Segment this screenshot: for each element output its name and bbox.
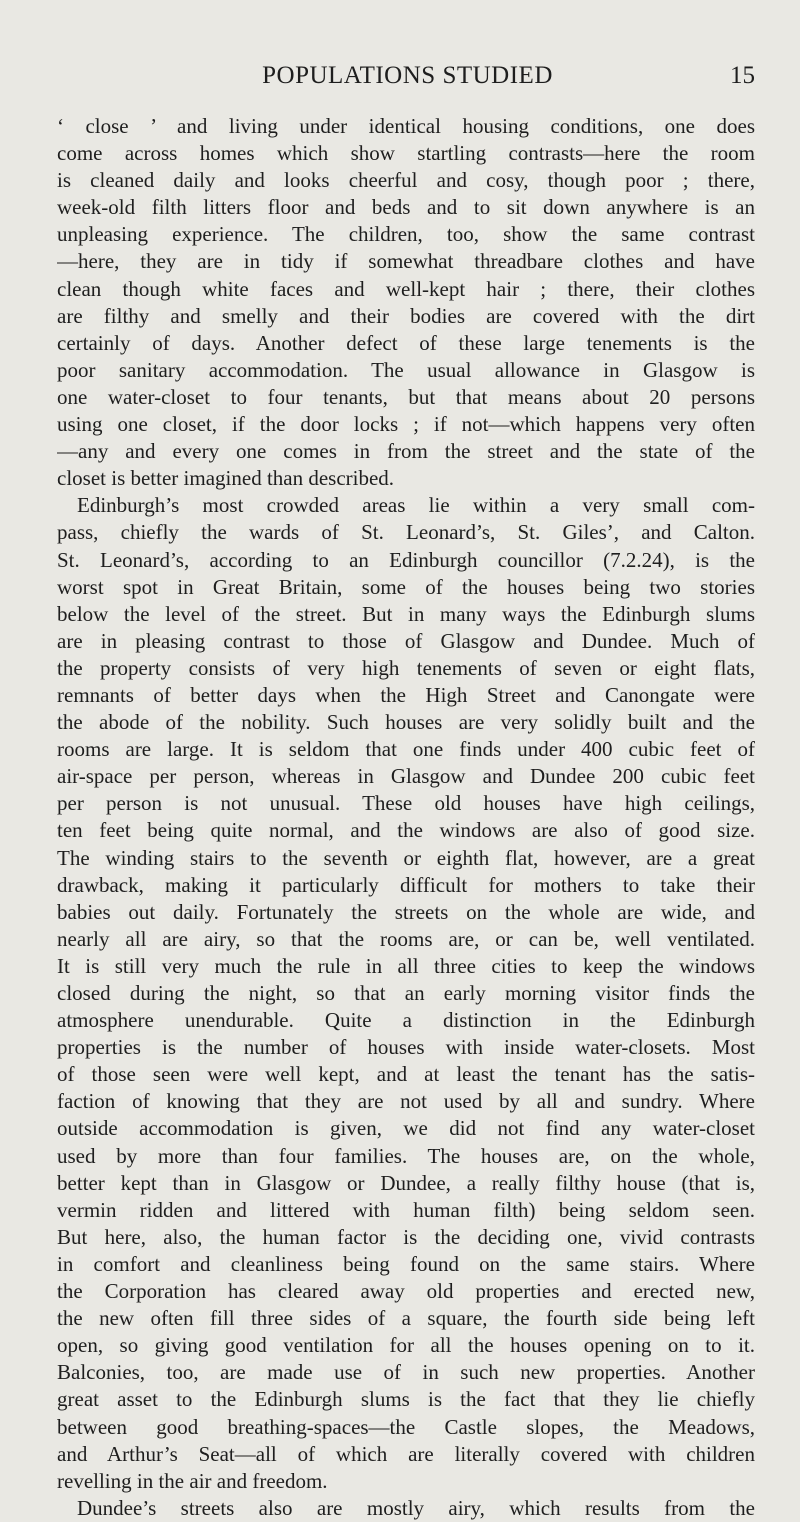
text-line: one water-closet to four tenants, but that means about 20 persons <box>57 384 755 409</box>
text-line: the property consists of very high tenements of seven or eight flats, <box>57 655 755 680</box>
text-line: is cleaned daily and looks cheerful and cosy, though poor ; there, <box>57 168 755 193</box>
text-line: Balconies, too, are made use of in such new properties. Another <box>57 1360 755 1385</box>
text-line: revelling in the air and freedom. <box>57 1468 328 1493</box>
text-line: closed during the night, so that an early morning visitor finds the <box>57 981 755 1005</box>
text-line: using one closet, if the door locks ; if not—which happens very often <box>57 412 755 437</box>
text-line: better kept than in Glasgow or Dundee, a really filthy house (that is, <box>57 1170 755 1195</box>
text-line: week-old filth litters floor and beds and to sit down anywhere is an <box>57 195 755 220</box>
text-line: pass, chiefly the wards of St. Leonard’s, St. Giles’, and Calton. <box>57 520 755 545</box>
page-number: 15 <box>730 62 755 89</box>
text-line: clean though white faces and well-kept hair ; there, their clothes <box>57 276 755 301</box>
text-line: —here, they are in tidy if somewhat threadbare clothes and have <box>57 249 755 274</box>
text-line: certainly of days. Another defect of these large tenements is the <box>57 330 755 355</box>
text-line: Edinburgh’s most crowded areas lie within a very small com- <box>77 493 755 518</box>
text-line: below the level of the street. But in many ways the Edinburgh slums <box>57 601 755 626</box>
text-line: in comfort and cleanliness being found on the same stairs. Where <box>57 1251 755 1276</box>
text-line: closet is better imagined than described. <box>57 466 395 491</box>
text-line: of those seen were well kept, and at least the tenant has the satis- <box>57 1062 755 1087</box>
text-line: used by more than four families. The houses are, on the whole, <box>57 1143 755 1168</box>
text-line: rooms are large. It is seldom that one finds under 400 cubic feet of <box>57 737 755 762</box>
text-line: the Corporation has cleared away old properties and erected new, <box>57 1279 755 1304</box>
text-line: outside accommodation is given, we did not find any water-closet <box>57 1116 755 1141</box>
text-line: —any and every one comes in from the street and the state of the <box>57 439 755 464</box>
text-line: It is still very much the rule in all three cities to keep the windows <box>57 953 755 978</box>
text-line: poor sanitary accommodation. The usual allowance in Glasgow is <box>57 357 755 382</box>
text-line: open, so giving good ventilation for all the houses opening on to it. <box>57 1333 755 1358</box>
text-line: faction of knowing that they are not used by all and sundry. Where <box>57 1089 755 1114</box>
text-line: atmosphere unendurable. Quite a distinction in the Edinburgh <box>57 1008 755 1033</box>
text-line: nearly all are airy, so that the rooms are, or can be, well ventilated. <box>57 926 755 951</box>
text-line: the abode of the nobility. Such houses are very solidly built and the <box>57 710 755 735</box>
text-line: The winding stairs to the seventh or eighth flat, however, are a great <box>57 845 755 870</box>
running-header <box>60 62 755 102</box>
text-line: and Arthur’s Seat—all of which are literally covered with children <box>57 1441 755 1466</box>
text-line: worst spot in Great Britain, some of the houses being two stories <box>57 574 755 599</box>
text-line: between good breathing-spaces—the Castle slopes, the Meadows, <box>57 1414 755 1439</box>
text-line: properties is the number of houses with inside water-closets. Most <box>57 1035 755 1060</box>
text-line: great asset to the Edinburgh slums is the fact that they lie chiefly <box>57 1387 755 1412</box>
text-line: are filthy and smelly and their bodies are covered with the dirt <box>57 303 755 328</box>
text-line: are in pleasing contrast to those of Glasgow and Dundee. Much of <box>57 628 755 653</box>
text-line: the new often fill three sides of a square, the fourth side being left <box>57 1306 755 1331</box>
text-line: drawback, making it particularly difficult for mothers to take their <box>57 872 755 897</box>
text-line: remnants of better days when the High Street and Canongate were <box>57 682 755 707</box>
text-line: unpleasing experience. The children, too, show the same contrast <box>57 222 755 247</box>
text-line: But here, also, the human factor is the deciding one, vivid contrasts <box>57 1224 755 1249</box>
text-line: ‘ close ’ and living under identical housing conditions, one does <box>57 114 755 138</box>
text-line: vermin ridden and littered with human filth) being seldom seen. <box>57 1197 755 1222</box>
text-line: per person is not unusual. These old houses have high ceilings, <box>57 791 755 816</box>
text-line: babies out daily. Fortunately the streets on the whole are wide, and <box>57 899 755 924</box>
text-line: come across homes which show startling contrasts—here the room <box>57 141 755 166</box>
text-line: St. Leonard’s, according to an Edinburgh councillor (7.2.24), is the <box>57 547 755 572</box>
text-line: Dundee’s streets also are mostly airy, which results from the <box>77 1495 755 1520</box>
text-line: air-space per person, whereas in Glasgow and Dundee 200 cubic feet <box>57 764 755 789</box>
running-title: POPULATIONS STUDIED <box>262 62 553 89</box>
text-line: ten feet being quite normal, and the windows are also of good size. <box>57 818 755 843</box>
body-text <box>57 113 755 1522</box>
